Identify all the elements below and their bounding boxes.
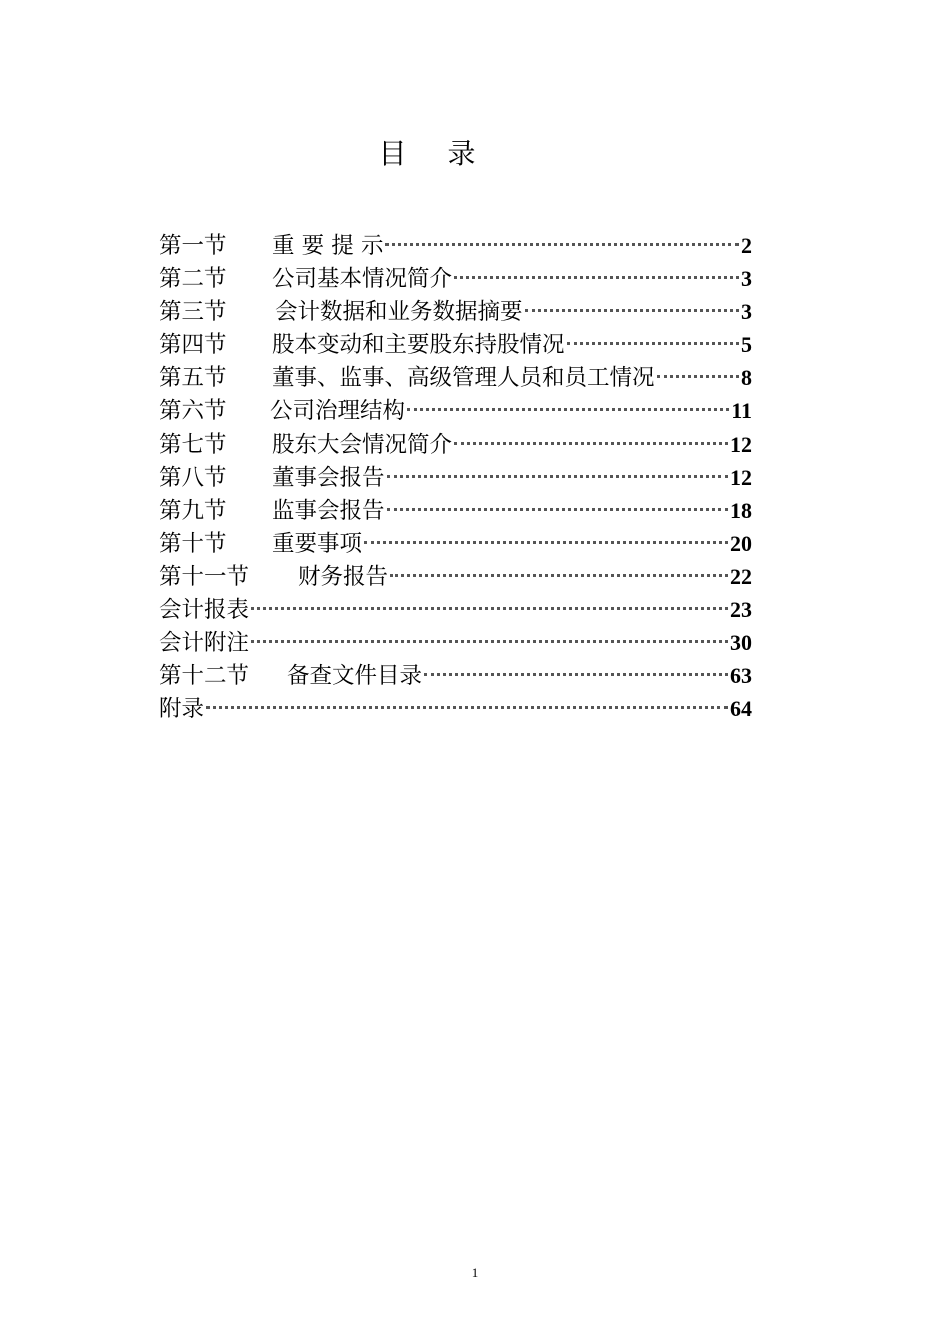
toc-entry-label (159, 594, 249, 627)
toc-page-number: 30 (730, 630, 752, 656)
toc-entry[interactable] (159, 295, 752, 328)
toc-page-number: 64 (730, 696, 752, 722)
table-of-contents (159, 229, 752, 725)
toc-page-number: 18 (730, 497, 752, 523)
toc-entry[interactable] (159, 428, 752, 461)
toc-dot-leader (525, 309, 739, 312)
toc-section-heading: 董事、监事、高级管理人员和员工情况 (272, 365, 655, 392)
toc-page-number: 12 (730, 431, 752, 457)
toc-page-number: 12 (730, 464, 752, 490)
toc-section-number: 第十节 (159, 530, 227, 557)
toc-section-number: 第七节 (159, 431, 227, 458)
toc-entry-label (159, 263, 452, 296)
toc-entry-label (159, 429, 452, 462)
toc-entry[interactable] (159, 262, 752, 295)
toc-dot-leader (407, 408, 729, 411)
toc-page-number: 23 (730, 597, 752, 623)
toc-page-number: 8 (741, 365, 752, 391)
toc-section-heading: 公司基本情况简介 (272, 266, 453, 293)
toc-section-heading: 股东大会情况简介 (272, 431, 453, 458)
toc-section-number: 第二节 (159, 266, 227, 293)
toc-dot-leader (454, 442, 728, 445)
toc-entry[interactable] (159, 593, 752, 626)
toc-section-heading: 重 要 提 示 (272, 233, 384, 259)
toc-page-number: 3 (741, 299, 752, 325)
toc-dot-leader (251, 607, 728, 610)
toc-dot-leader (251, 640, 728, 643)
toc-entry[interactable] (159, 461, 752, 494)
toc-dot-leader (454, 276, 739, 279)
toc-entry[interactable] (159, 527, 752, 560)
toc-section-heading: 监事会报告 (272, 497, 385, 524)
toc-dot-leader (390, 574, 728, 577)
toc-dot-leader (206, 706, 728, 709)
toc-entry-label (159, 660, 422, 693)
toc-entry-label (159, 495, 385, 528)
toc-section-number: 第五节 (159, 365, 227, 392)
toc-entry-label (159, 693, 204, 726)
toc-section-heading: 备查文件目录 (287, 663, 423, 690)
toc-entry-label (159, 528, 362, 561)
toc-section-heading: 财务报告 (298, 563, 389, 590)
toc-page-number: 3 (741, 266, 752, 292)
toc-entry-label (159, 627, 249, 660)
toc-entry[interactable] (159, 626, 752, 659)
toc-entry-label (159, 296, 523, 329)
toc-entry[interactable] (159, 692, 752, 725)
toc-section-number: 第十一节 (159, 563, 250, 590)
toc-section-heading: 公司治理结构 (270, 398, 406, 425)
toc-entry[interactable] (159, 229, 752, 262)
toc-section-number: 第一节 (159, 233, 227, 259)
toc-entry[interactable] (159, 560, 752, 593)
toc-entry[interactable] (159, 494, 752, 527)
toc-entry-label (159, 462, 385, 495)
toc-section-heading: 董事会报告 (272, 464, 385, 491)
toc-dot-leader (387, 475, 728, 478)
toc-page-number: 20 (730, 530, 752, 556)
toc-entry[interactable] (159, 328, 752, 361)
toc-dot-leader (424, 673, 728, 676)
toc-entry[interactable] (159, 394, 752, 427)
toc-section-heading: 附录 (159, 696, 205, 723)
toc-section-heading: 会计数据和业务数据摘要 (275, 299, 523, 326)
page-number: 1 (471, 1265, 479, 1280)
toc-page-number: 11 (731, 398, 752, 424)
toc-page-number: 22 (730, 563, 752, 589)
page-title: 目 录 (378, 137, 492, 170)
toc-section-heading: 会计报表 (159, 597, 250, 624)
toc-entry[interactable] (159, 659, 752, 692)
toc-section-number: 第四节 (159, 332, 227, 359)
toc-page-number: 63 (730, 663, 752, 689)
toc-entry-label (159, 362, 655, 395)
toc-entry-label (159, 230, 383, 263)
toc-dot-leader (657, 375, 739, 378)
toc-dot-leader (385, 243, 739, 246)
toc-page-number: 5 (741, 332, 752, 358)
toc-page-number: 2 (741, 233, 752, 258)
toc-entry-label (159, 329, 565, 362)
toc-section-number: 第十二节 (159, 663, 250, 690)
toc-dot-leader (364, 541, 728, 544)
toc-entry[interactable] (159, 361, 752, 394)
toc-section-heading: 重要事项 (272, 530, 363, 557)
toc-section-number: 第三节 (159, 299, 227, 326)
toc-section-number: 第九节 (159, 497, 227, 524)
toc-section-number: 第六节 (159, 398, 227, 425)
toc-section-heading: 会计附注 (159, 630, 250, 657)
toc-dot-leader (387, 508, 728, 511)
toc-entry-label (159, 395, 405, 428)
toc-section-heading: 股本变动和主要股东持股情况 (272, 332, 565, 359)
toc-entry-label (159, 561, 388, 594)
toc-dot-leader (567, 342, 739, 345)
toc-section-number: 第八节 (159, 464, 227, 491)
